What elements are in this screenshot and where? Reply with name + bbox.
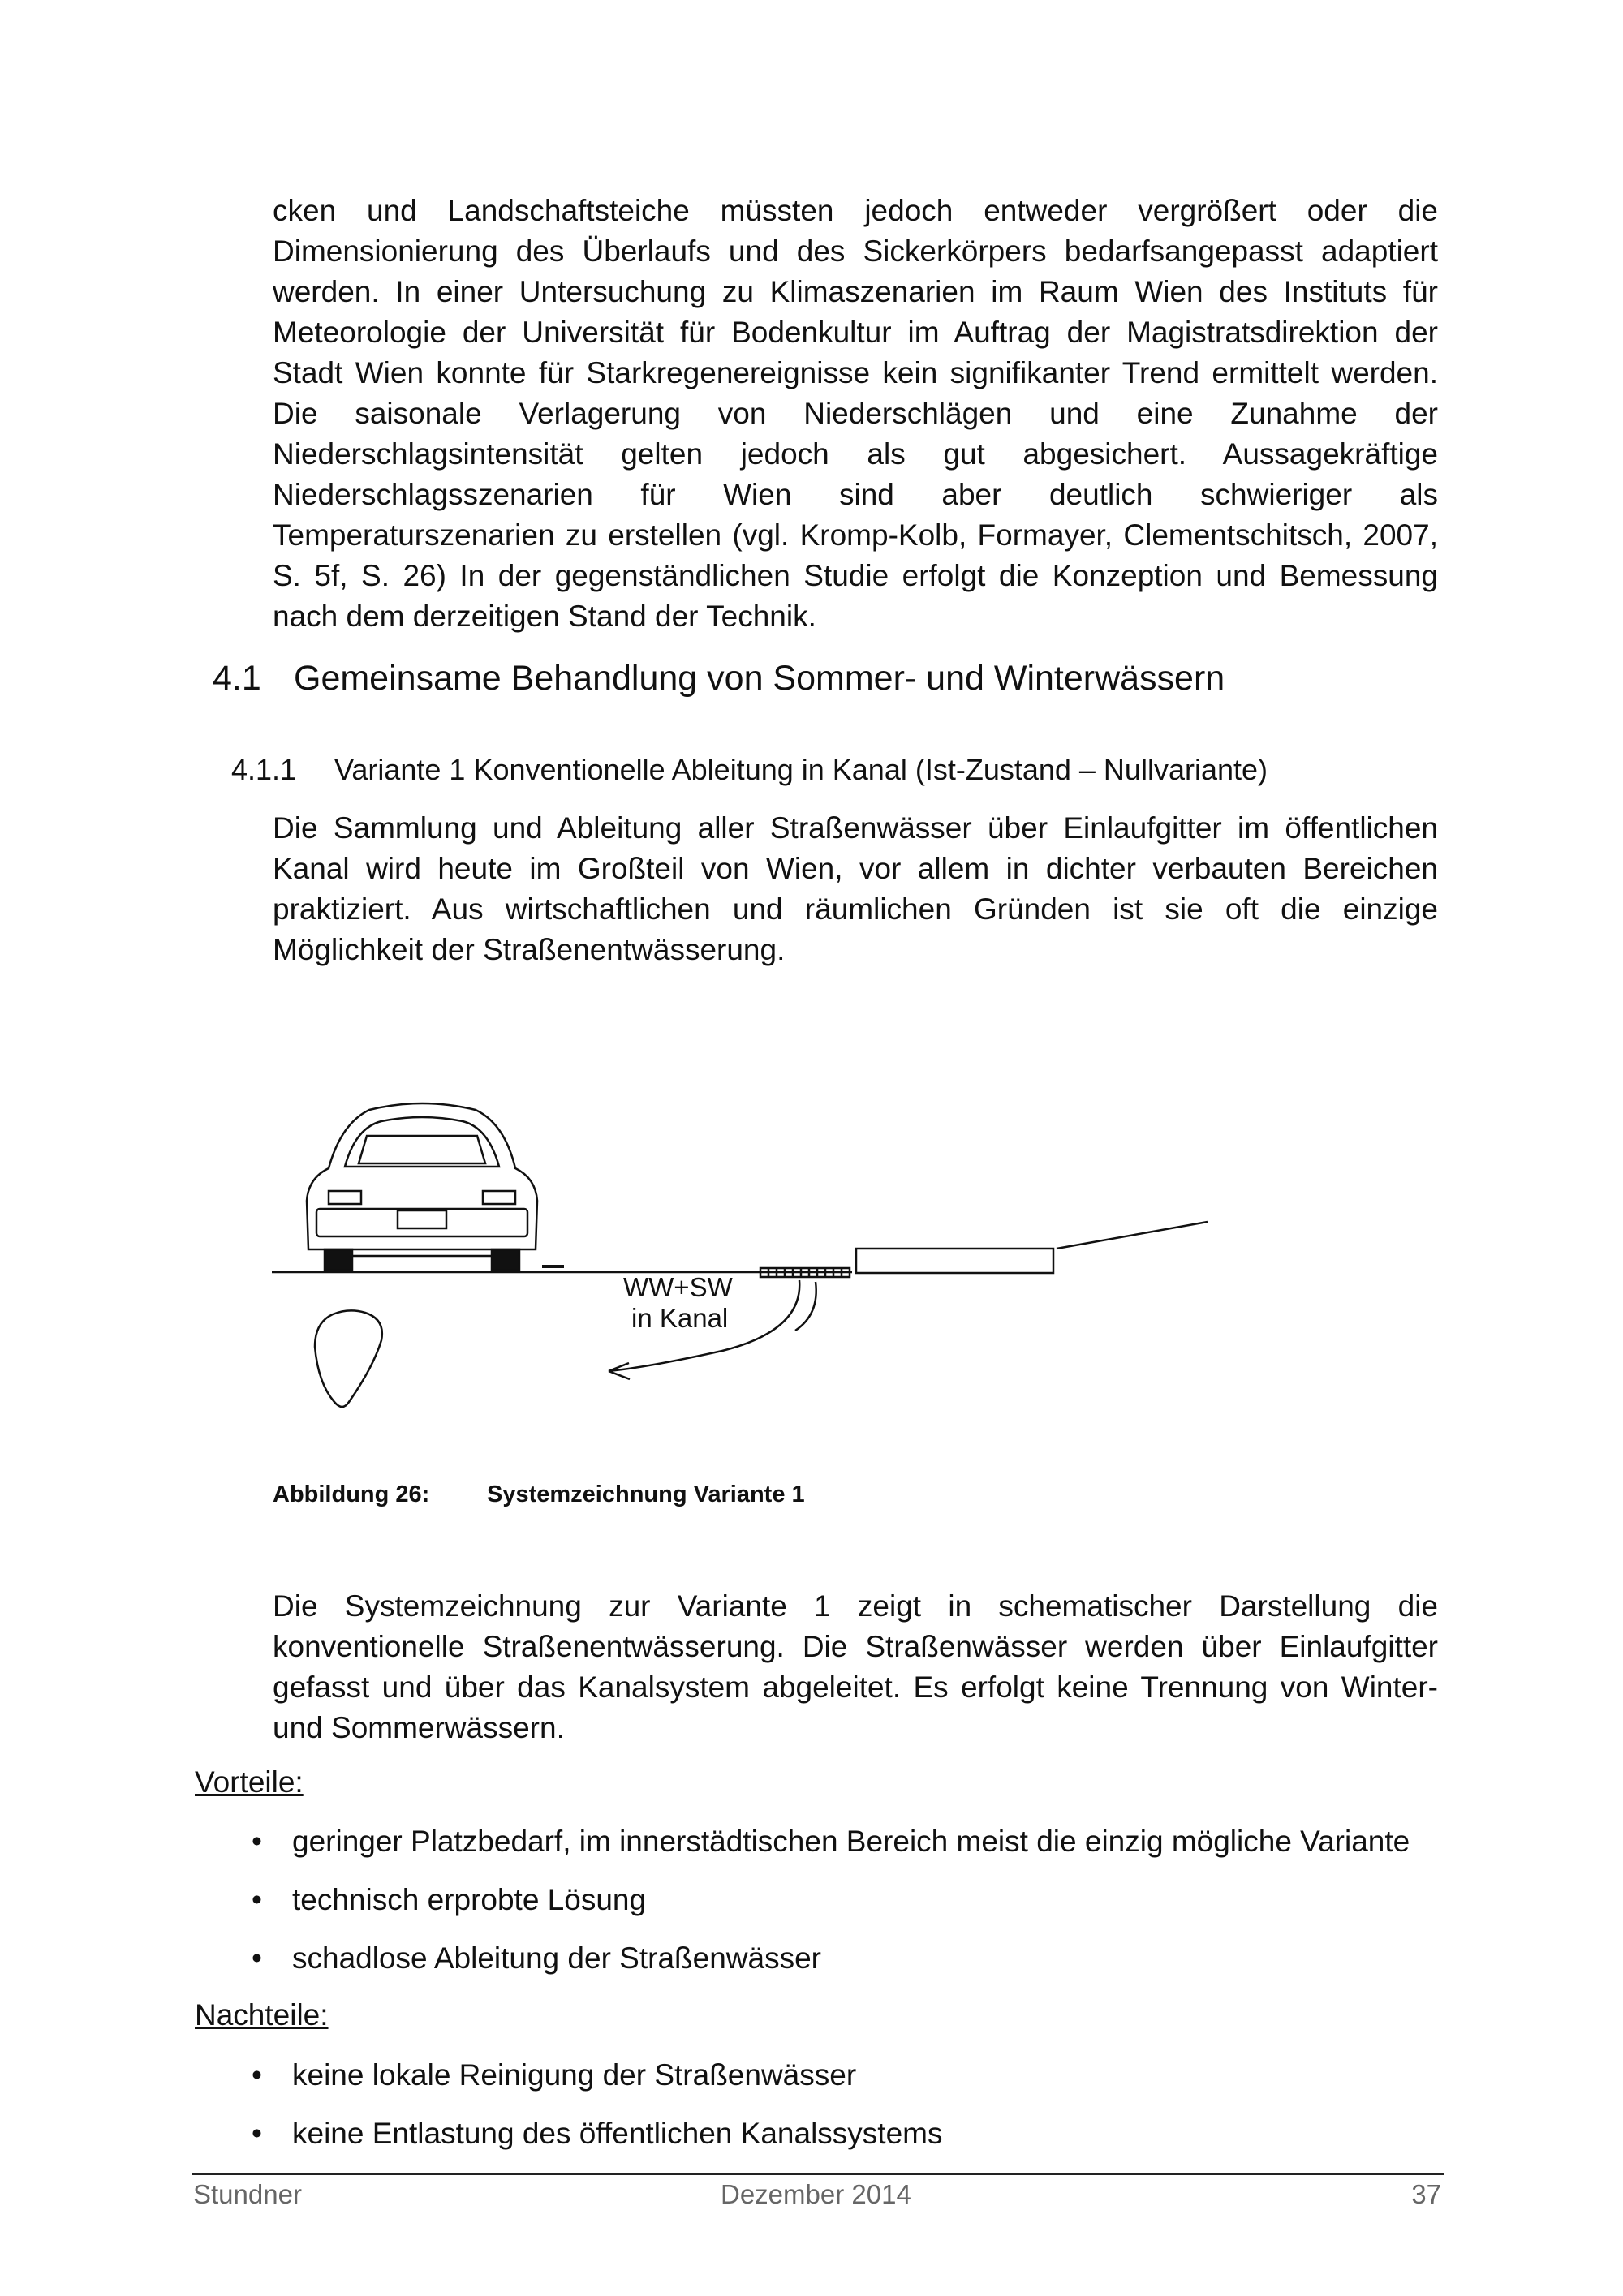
caption-text: Systemzeichnung Variante 1 [487, 1481, 805, 1507]
list-item: • geringer Platzbedarf, im innerstädtischen Bereich meist die einzig mögliche Variante [243, 1821, 1410, 1880]
bullet-icon: • [252, 1941, 262, 1975]
subsection-title: Variante 1 Konventionelle Ableitung in Kanal (Ist-Zustand – Nullvariante) [334, 753, 1268, 786]
footer-date: Dezember 2014 [721, 2179, 911, 2209]
section-title: Gemeinsame Behandlung von Sommer- und Winterwässern [294, 659, 1225, 698]
system-drawing [268, 1087, 1225, 1444]
bullet-icon: • [252, 2058, 262, 2092]
list-item: • keine lokale Reinigung der Straßenwässer [243, 2055, 942, 2113]
nachteile-heading: Nachteile: [195, 1998, 329, 2032]
figure-caption [273, 1481, 805, 1508]
subsection-heading [231, 753, 1268, 787]
vorteile-heading: Vorteile: [195, 1765, 304, 1799]
paragraph-description: Die Systemzeichnung zur Variante 1 zeigt in schematischer Darstellung die konventionelle Straßenentwässerung. Die Straßenwässer werden über Einlaufgitter gefasst und über das Kanalsystem abgeleitet. Es erfolgt keine Trennung von Winter- und Sommerwässern. [273, 1589, 1438, 1744]
footer-author: Stundner [193, 2179, 302, 2209]
nachteile-list [243, 2055, 942, 2172]
sewer-pipe [315, 1310, 382, 1407]
footer-divider [192, 2173, 1444, 2175]
section-heading [213, 659, 1225, 699]
list-item: • technisch erprobte Lösung [243, 1880, 1410, 1938]
list-item: • keine Entlastung des öffentlichen Kanalssystems [243, 2113, 942, 2172]
flow-label-line1: WW+SW [623, 1272, 733, 1302]
section-number: 4.1 [213, 659, 261, 698]
subsection-number: 4.1.1 [231, 753, 297, 786]
footer-page-number: 37 [1411, 2179, 1441, 2209]
curb-block [856, 1249, 1053, 1273]
paragraph-variante-1: Die Sammlung und Ableitung aller Straßenwässer über Einlaufgitter im öffentlichen Kanal wird heute im Großteil von Wien, vor allem in dichter verbauten Bereichen praktiziert. Aus wirtschaftlichen und räumlichen Gründen ist sie oft die einzige Möglichkeit der Straßenentwässerung. [273, 811, 1438, 966]
caption-label: Abbildung 26: [273, 1481, 430, 1507]
vorteile-list [243, 1821, 1410, 1997]
flow-label-line2: in Kanal [631, 1303, 729, 1333]
bullet-icon: • [252, 2117, 262, 2150]
bullet-icon: • [252, 1825, 262, 1858]
bullet-icon: • [252, 1883, 262, 1916]
list-item: • schadlose Ableitung der Straßenwässer [243, 1938, 1410, 1997]
embankment-line [1057, 1222, 1208, 1249]
car-icon [307, 1103, 537, 1271]
paragraph-intro: cken und Landschaftsteiche müssten jedoch entweder vergrößert oder die Dimensionierung des Überlaufs und des Sickerkörpers bedarfsangepasst adaptiert werden. In einer Untersuchung zu Klimaszenarien im Raum Wien des Instituts für Meteorologie der Universität für Bodenkultur im Auftrag der Magistratsdirektion der Stadt Wien konnte für Starkregenereignisse kein signifikanter Trend ermittelt werden. Die saisonale Verlagerung von Niederschlägen und eine Zunahme der Niederschlagsintensität gelten jedoch als gut abgesichert. Aussagekräftige Niederschlagsszenarien für Wien sind aber deutlich schwieriger als Temperaturszenarien zu erstellen (vgl. Kromp-Kolb, Formayer, Clementschitsch, 2007, S. 5f, S. 26) In der gegenständlichen Studie erfolgt die Konzeption und Bemessung nach dem derzeitigen Stand der Technik. [273, 194, 1438, 633]
